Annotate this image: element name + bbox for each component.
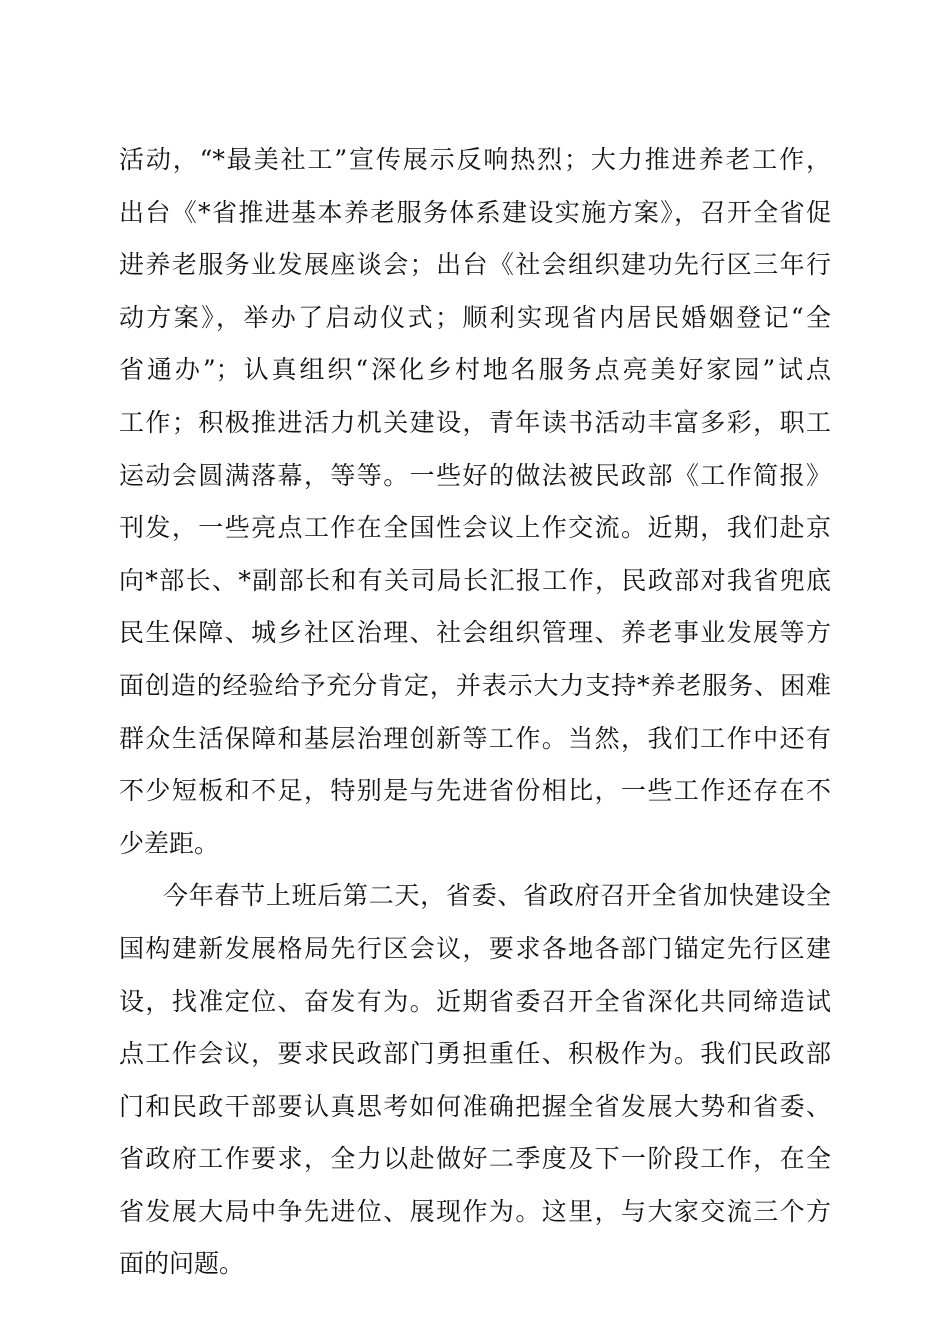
text-line: 民生保障、城乡社区治理、社会组织管理、养老事业发展等方 xyxy=(119,618,831,648)
text-line: 少差距。 xyxy=(119,828,220,858)
text-line: 不少短板和不足，特别是与先进省份相比，一些工作还存在不 xyxy=(119,776,831,806)
text-line: 设，找准定位、奋发有为。近期省委召开全省深化共同缔造试 xyxy=(119,986,831,1016)
text-line: 运动会圆满落幕，等等。一些好的做法被民政部《工作简报》 xyxy=(119,460,831,490)
text-line: 面创造的经验给予充分肯定，并表示大力支持*养老服务、困难 xyxy=(119,670,831,700)
text-line: 向*部长、*副部长和有关司局长汇报工作，民政部对我省兜底 xyxy=(119,565,831,595)
text-line: 省政府工作要求，全力以赴做好二季度及下一阶段工作，在全 xyxy=(119,1144,831,1174)
text-line: 进养老服务业发展座谈会；出台《社会组织建功先行区三年行 xyxy=(119,250,831,280)
paragraph-1 xyxy=(119,134,831,870)
text-line: 面的问题。 xyxy=(119,1249,245,1279)
text-line: 门和民政干部要认真思考如何准确把握全省发展大势和省委、 xyxy=(119,1091,831,1121)
text-line: 刊发，一些亮点工作在全国性会议上作交流。近期，我们赴京 xyxy=(119,513,831,543)
text-line: 省发展大局中争先进位、展现作为。这里，与大家交流三个方 xyxy=(119,1196,831,1226)
paragraph-2 xyxy=(119,870,831,1291)
text-line: 活动，“*最美社工”宣传展示反响热烈；大力推进养老工作， xyxy=(119,145,831,174)
text-line: 省通办”；认真组织“深化乡村地名服务点亮美好家园”试点 xyxy=(119,355,831,385)
text-line: 工作；积极推进活力机关建设，青年读书活动丰富多彩，职工 xyxy=(119,407,831,437)
text-line: 国构建新发展格局先行区会议，要求各地各部门锚定先行区建 xyxy=(119,933,831,963)
text-line: 点工作会议，要求民政部门勇担重任、积极作为。我们民政部 xyxy=(119,1039,831,1069)
text-line: 动方案》，举办了启动仪式；顺利实现省内居民婚姻登记“全 xyxy=(119,302,831,332)
text-line: 出台《*省推进基本养老服务体系建设实施方案》，召开全省促 xyxy=(119,197,831,227)
document-body xyxy=(119,134,831,1291)
text-line: 今年春节上班后第二天，省委、省政府召开全省加快建设全 xyxy=(163,881,831,911)
text-line: 群众生活保障和基层治理创新等工作。当然，我们工作中还有 xyxy=(119,723,831,753)
